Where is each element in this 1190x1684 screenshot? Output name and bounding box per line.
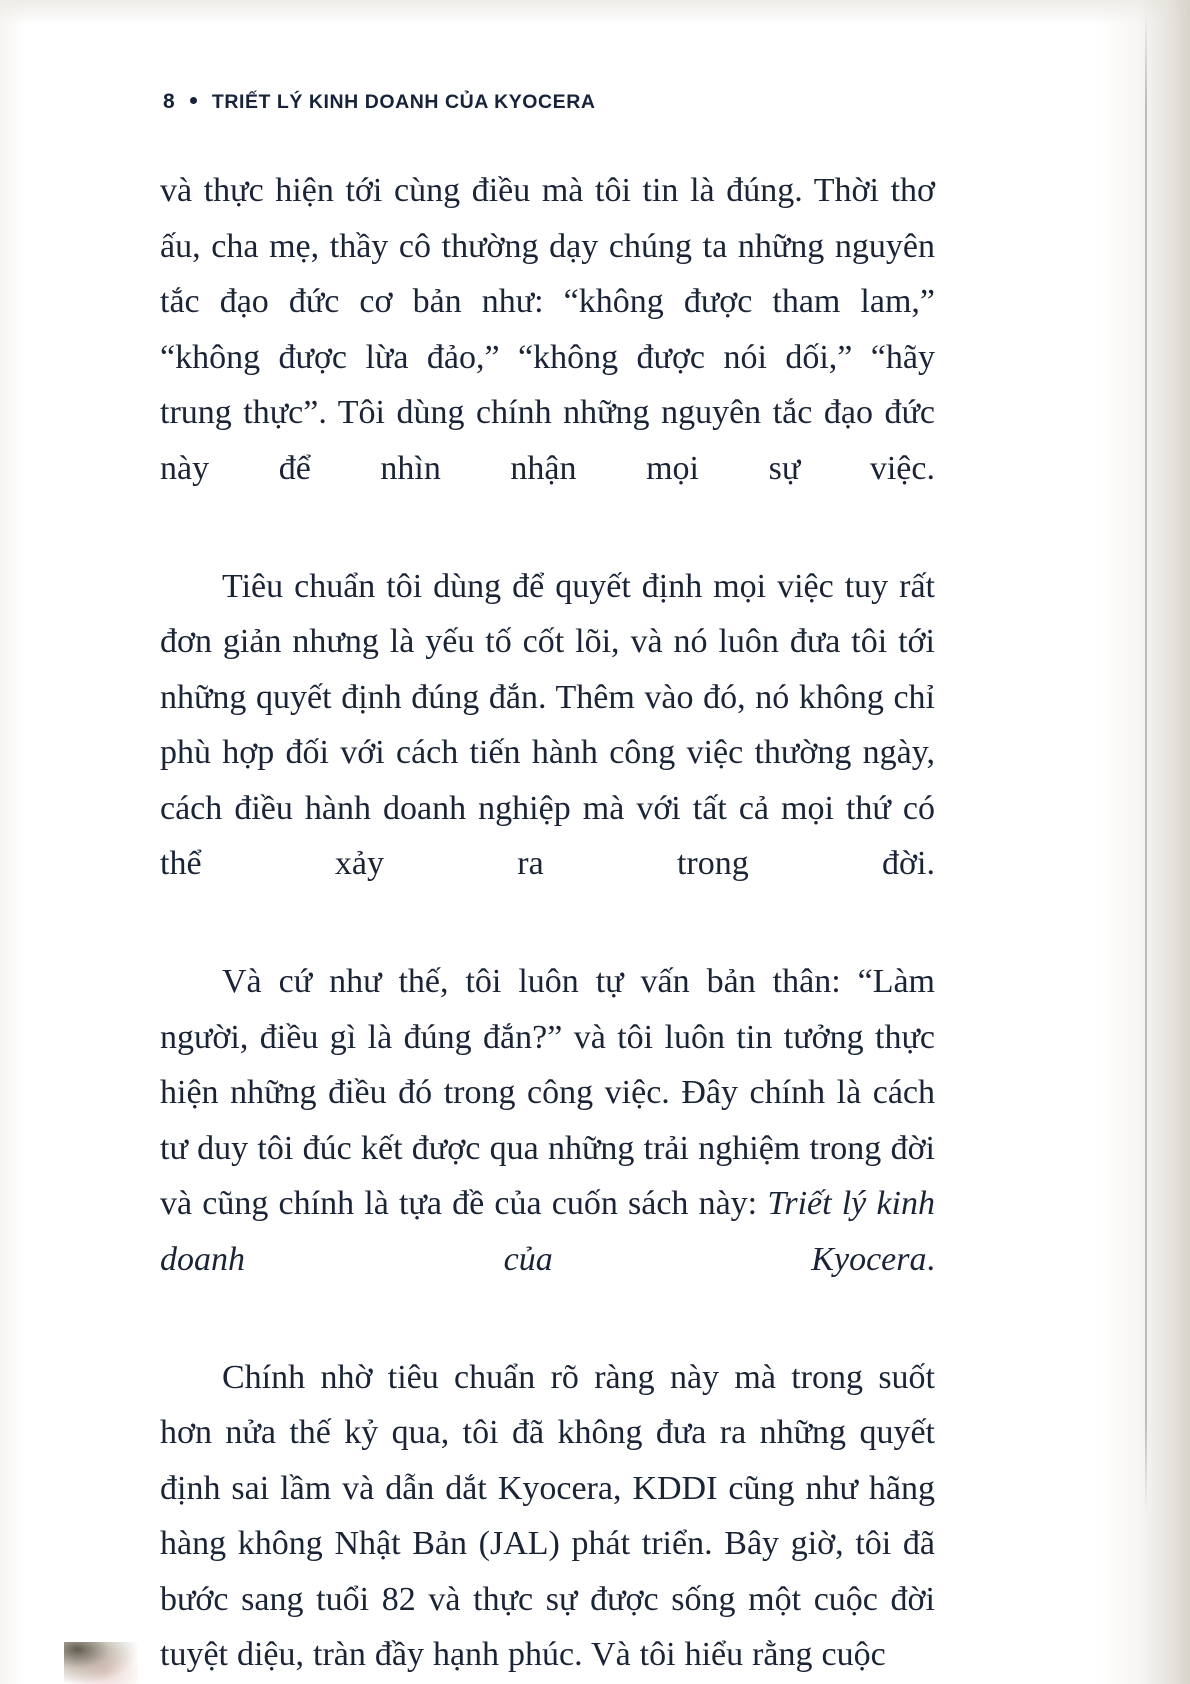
scan-corner-smudge (64, 1642, 138, 1684)
page-number: 8 (163, 90, 175, 113)
scan-right-gutter-shadow (1095, 0, 1190, 1684)
running-head-title: TRIẾT LÝ KINH DOANH CỦA KYOCERA (211, 91, 596, 113)
paragraph-3-trailing-text: . (926, 1240, 935, 1278)
scan-page-edge-line (1145, 12, 1147, 1512)
paragraph-1: và thực hiện tới cùng điều mà tôi tin là đúng. Thời thơ ấu, cha mẹ, thầy cô thường dạy chúng ta những nguyên tắc đạo đức cơ bản như: “không được tham lam,” “không được lừa đảo,” “không được nói dối,” “hãy trung thực”. Tôi dùng chính những nguyên tắc đạo đức này để nhìn nhận mọi sự việc. (160, 172, 935, 487)
bullet-separator-icon (190, 97, 197, 104)
paragraph-4: Chính nhờ tiêu chuẩn rõ ràng này mà trong suốt hơn nửa thế kỷ qua, tôi đã không đưa ra những quyết định sai lầm và dẫn dắt Kyocera, KDDI cũng như hãng hàng không Nhật Bản (JAL) phát triển. Bây giờ, tôi đã bước sang tuổi 82 và thực sự được sống một cuộc đời tuyệt diệu, tràn đầy hạnh phúc. Và tôi hiểu rằng cuộc (160, 1358, 935, 1673)
paragraph-3-lead-text: Và cứ như thế, tôi luôn tự vấn bản thân: “Làm người, điều gì là đúng đắn?” và tôi luôn tin tưởng thực hiện những điều đó trong công việc. Đây chính là cách tư duy tôi đúc kết được qua những trải nghiệm trong đời và cũng chính là tựa đề của cuốn sách này: (160, 963, 935, 1222)
book-title-italic: Triết lý kinh doanh của Kyocera (160, 1185, 935, 1278)
scan-top-shadow (0, 0, 1190, 24)
scan-left-shadow (0, 0, 26, 1684)
body-text-column (160, 163, 935, 1683)
running-head (163, 90, 595, 114)
paragraph-2: Tiêu chuẩn tôi dùng để quyết định mọi việc tuy rất đơn giản nhưng là yếu tố cốt lõi, và nó luôn đưa tôi tới những quyết định đúng đắn. Thêm vào đó, nó không chỉ phù hợp đối với cách tiến hành công việc thường ngày, cách điều hành doanh nghiệp mà với tất cả mọi thứ có thể xảy ra trong đời. (160, 567, 935, 882)
paragraph-3 (160, 954, 935, 1343)
